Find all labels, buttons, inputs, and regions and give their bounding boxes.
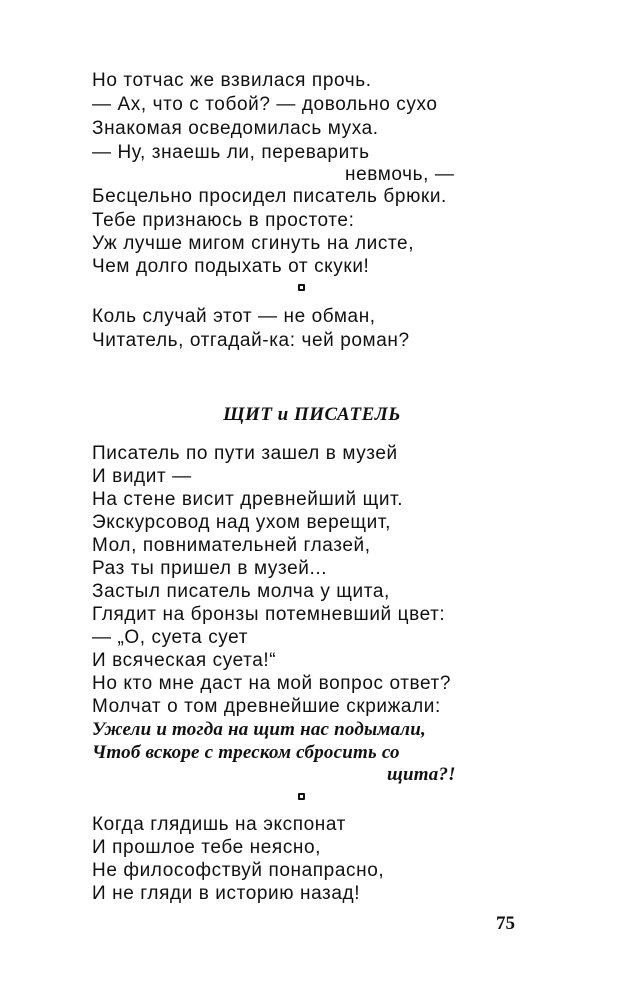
verse-line: Тебе признаюсь в простоте: (92, 210, 355, 231)
verse-line: Знакомая осведомилась муха. (92, 118, 379, 139)
verse-line: Уж лучше мигом сгинуть на листе, (92, 233, 415, 254)
verse-line: Писатель по пути зашел в музей (92, 443, 398, 464)
verse-line: Экскурсовод над ухом верещит, (92, 512, 391, 533)
verse-line: Бесцельно просидел писатель брюки. (92, 186, 447, 207)
verse-line: На стене висит древнейший щит. (92, 489, 404, 510)
verse-line: И не гляди в историю назад! (92, 883, 361, 904)
verse-line: Когда глядишь на экспонат (92, 814, 346, 835)
verse-line: И всяческая суета!“ (92, 650, 277, 671)
verse-line: Читатель, отгадай-ка: чей роман? (92, 330, 410, 351)
page-number: 75 (496, 913, 515, 934)
verse-line: Раз ты пришел в музей... (92, 558, 328, 579)
verse-line: — Ну, знаешь ли, переварить (92, 142, 370, 163)
verse-line: Но тотчас же взвилася прочь. (92, 70, 372, 91)
verse-line-continuation: невмочь, — (345, 164, 455, 185)
poem-title: ЩИТ и ПИСАТЕЛЬ (223, 404, 401, 425)
section-divider (298, 284, 305, 291)
verse-line: Застыл писатель молча у щита, (92, 581, 390, 602)
verse-line: И видит — (92, 466, 192, 487)
verse-line: — Ах, что с тобой? — довольно сухо (92, 94, 438, 115)
verse-line: Молчат о том древнейшие скрижали: (92, 696, 441, 717)
verse-line: Коль случай этот — не обман, (92, 306, 376, 327)
verse-line: Глядит на бронзы потемневший цвет: (92, 604, 446, 625)
verse-line: — „О, суета сует (92, 627, 249, 648)
verse-line-italic: Ужели и тогда на щит нас подымали, (92, 719, 426, 740)
verse-line: И прошлое тебе неясно, (92, 837, 322, 858)
verse-line: Мол, повнимательней глазей, (92, 535, 371, 556)
verse-line: Не философствуй понапрасно, (92, 860, 385, 881)
verse-line: Чем долго подыхать от скуки! (92, 256, 370, 277)
verse-line-italic-continuation: щита?! (387, 764, 456, 785)
section-divider (298, 793, 305, 800)
verse-line-italic: Чтоб вскоре с треском сбросить со (92, 742, 400, 763)
verse-line: Но кто мне даст на мой вопрос ответ? (92, 673, 452, 694)
